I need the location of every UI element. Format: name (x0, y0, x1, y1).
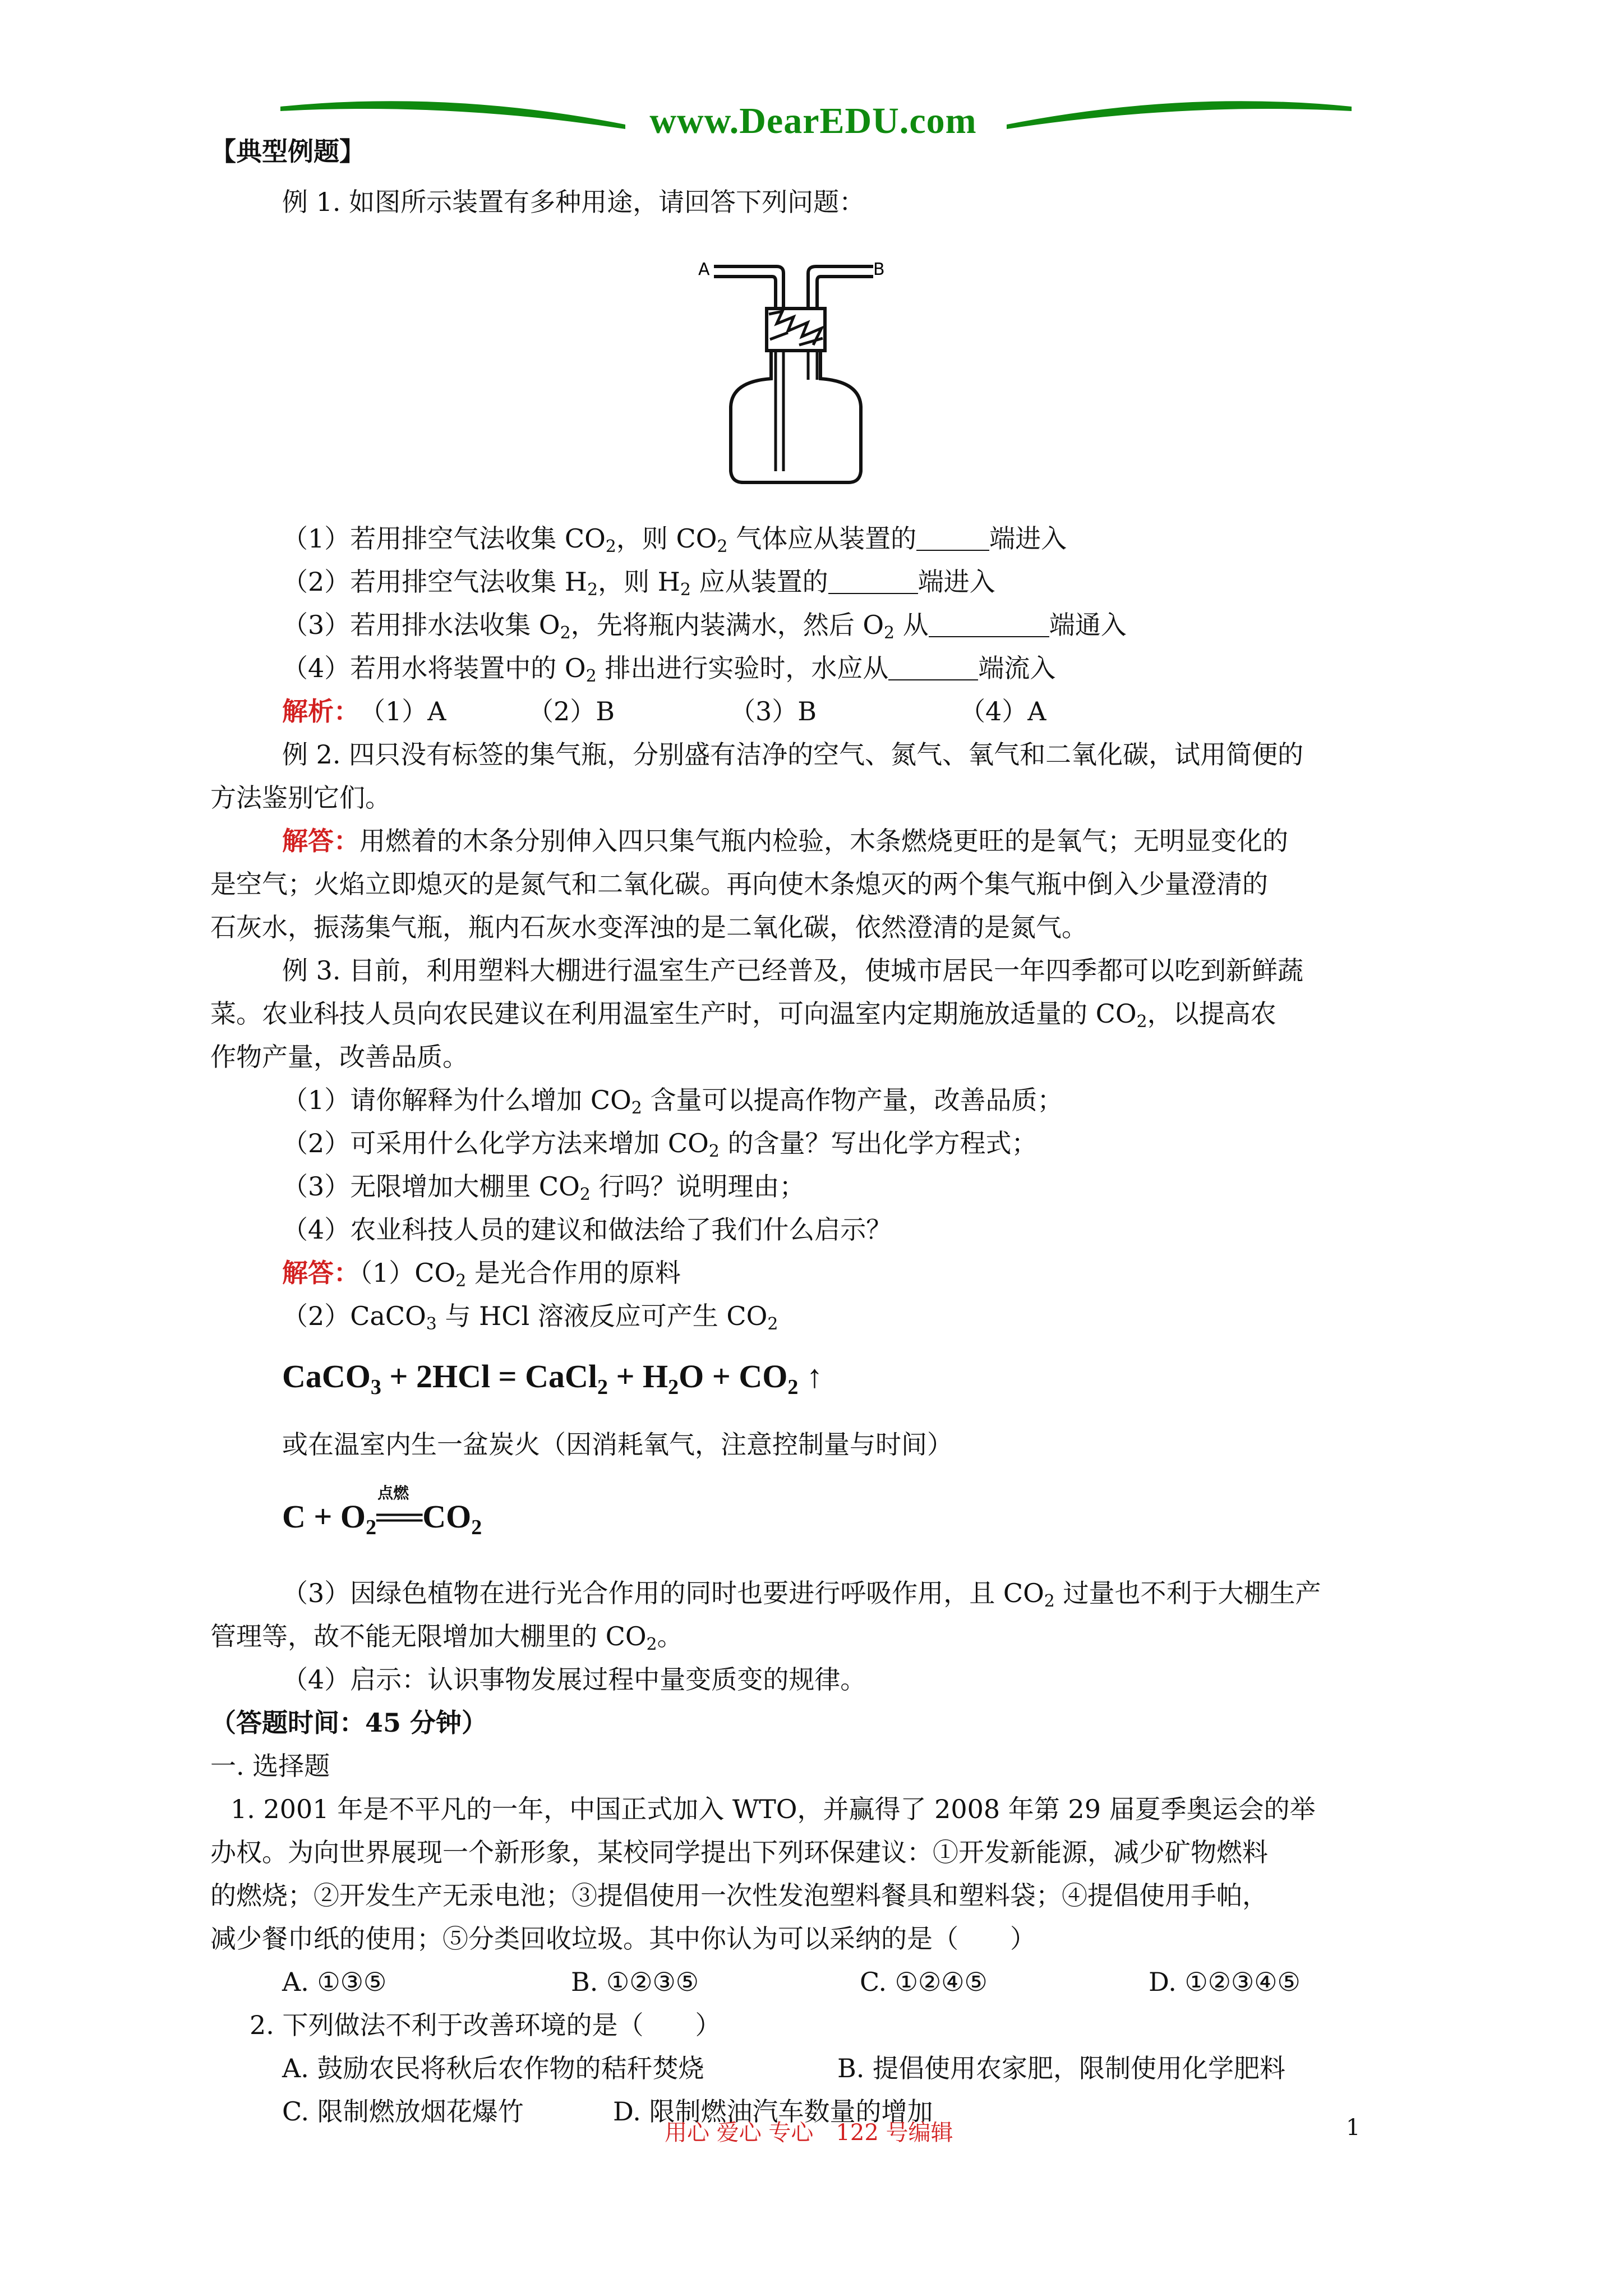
ex1-answer: 解析：（1）A （2）B （3）B （4）A (282, 696, 1046, 726)
ex1-q1: （1）若用排空气法收集 $CO_2$，则 $CO_2$ 气体应从装置的 端进入 (282, 523, 1067, 556)
page-number: 1 (1346, 2115, 1361, 2141)
ex3-stem-line1: 例 3. 目前，利用塑料大棚进行温室生产已经普及，使城市居民一年四季都可以吃到新鲜蔬 (282, 955, 1304, 986)
q2-options-row1 (210, 2051, 1285, 2085)
q1-option-d: D. ①②③④⑤ (1149, 1967, 1301, 1997)
q2-option-c: C. 限制燃放烟花爆竹 (282, 2096, 524, 2127)
label-b: B (873, 260, 885, 279)
answer-blank (888, 655, 978, 680)
ex3-answer-3-line1: （3）因绿色植物在进行光合作用的同时也要进行呼吸作用，且 $CO_2$ 过量也不利于大棚生产 (282, 1578, 1321, 1611)
ex3-q3: （3）无限增加大棚里 $CO_2$ 行吗？说明理由； (282, 1171, 805, 1204)
q2-option-a: A. 鼓励农民将秋后农作物的秸秆焚烧 (282, 2053, 704, 2083)
ex2-stem-line2: 方法鉴别它们。 (210, 783, 391, 813)
ex3-answer-3-line2: 管理等，故不能无限增加大棚里的 $CO_2$。 (210, 1621, 683, 1654)
ex2-stem-line1: 例 2. 四只没有标签的集气瓶，分别盛有洁净的空气、氮气、氧气和二氧化碳，试用简便的 (282, 739, 1304, 770)
q1-option-a: A. ①③⑤ (282, 1967, 387, 1997)
equation-caco3-hcl: CaCO$_3$ + 2HCl = CaCl$_2$ + $H_2O + CO_2$ ↑ (282, 1358, 823, 1399)
section-title: 【典型例题】 (210, 136, 365, 167)
site-url: www.DearEDU.com (649, 100, 977, 141)
q2-option-d: D. 限制燃油汽车数量的增加 (613, 2096, 933, 2127)
ex3-q4: （4）农业科技人员的建议和做法给了我们什么启示？ (282, 1214, 892, 1245)
ex3-alt-method: 或在温室内生一盆炭火（因消耗氧气，注意控制量与时间） (282, 1429, 953, 1460)
q1-option-c: C. ①②④⑤ (860, 1967, 988, 1997)
ex1-stem: 例 1. 如图所示装置有多种用途，请回答下列问题： (282, 187, 865, 217)
label-a: A (698, 260, 710, 279)
reaction-condition: 点燃 ══ (376, 1485, 423, 1535)
header-banner (280, 90, 1346, 151)
ex1-q2: （2）若用排空气法收集 $H_2$，则 $H_2$ 应从装置的 端进入 (282, 567, 995, 600)
ex2-answer-line2: 是空气；火焰立即熄灭的是氮气和二氧化碳。再向使木条熄灭的两个集气瓶中倒入少量澄清的 (210, 869, 1268, 899)
q1-option-b: B. ①②③⑤ (571, 1967, 699, 1997)
ex2-answer-line1: 解答：用燃着的木条分别伸入四只集气瓶内检验，木条燃烧更旺的是氧气；无明显变化的 (282, 826, 1288, 856)
ex3-answer-1: 解答：$(1)CO_2$ 是光合作用的原料 (282, 1258, 681, 1291)
answer-blank (916, 525, 989, 551)
equation-c-o2: $C + O_2$ 点燃 $══CO_2$ (282, 1485, 482, 1539)
answer-blank (828, 568, 918, 594)
ex2-answer-line3: 石灰水，振荡集气瓶，瓶内石灰水变浑浊的是二氧化碳，依然澄清的是氮气。 (210, 912, 1087, 942)
part-one-title: 一. 选择题 (210, 1751, 330, 1781)
ex3-stem-line3: 作物产量，改善品质。 (210, 1042, 468, 1072)
ex3-answer-4: （4）启示：认识事物发展过程中量变质变的规律。 (282, 1664, 866, 1695)
q1-line2: 办权。为向世界展现一个新形象，某校同学提出下列环保建议：①开发新能源，减少矿物燃料 (210, 1837, 1268, 1867)
ex3-q2: （2）可采用什么化学方法来增加 $CO_2$ 的含量？写出化学方程式； (282, 1128, 1038, 1161)
q2-stem: 2. 下列做法不利于改善环境的是（ ） (250, 2010, 721, 2040)
q1-line4: 减少餐巾纸的使用；⑤分类回收垃圾。其中你认为可以采纳的是（ ） (210, 1924, 1036, 1954)
ex3-stem-line2: 菜。农业科技人员向农民建议在利用温室生产时，可向温室内定期施放适量的 $CO_2$，以提高农 (210, 999, 1276, 1032)
ex3-answer-2: （2）CaCO$_3$ 与 HCl 溶液反应可产生 $CO_2$ (282, 1301, 778, 1334)
ex3-q1: （1）请你解释为什么增加 $CO_2$ 含量可以提高作物产量，改善品质； (282, 1085, 1063, 1118)
q2-option-b: B. 提倡使用农家肥，限制使用化学肥料 (837, 2053, 1286, 2083)
answer-blank (929, 611, 1049, 637)
q1-line1: 1. 2001 年是不平凡的一年，中国正式加入 WTO，并赢得了 2008 年第 29 届夏季奥运会的举 (230, 1794, 1316, 1824)
time-note: （答题时间：45 分钟） (210, 1708, 488, 1738)
q1-options (210, 1965, 1301, 1999)
gas-bottle-figure (698, 255, 889, 491)
footer-text: 用心 爱心 专心 122 号编辑 (665, 2120, 953, 2146)
ex1-q4: （4）若用水将装置中的 $O_2$ 排出进行实验时，水应从 端流入 (282, 653, 1056, 686)
q1-line3: 的燃烧；②开发生产无汞电池；③提倡使用一次性发泡塑料餐具和塑料袋；④提倡使用手帕， (210, 1880, 1268, 1911)
ex1-q3: （3）若用排水法收集 $O_2$，先将瓶内装满水，然后 $O_2$ 从 端通入 (282, 610, 1127, 643)
